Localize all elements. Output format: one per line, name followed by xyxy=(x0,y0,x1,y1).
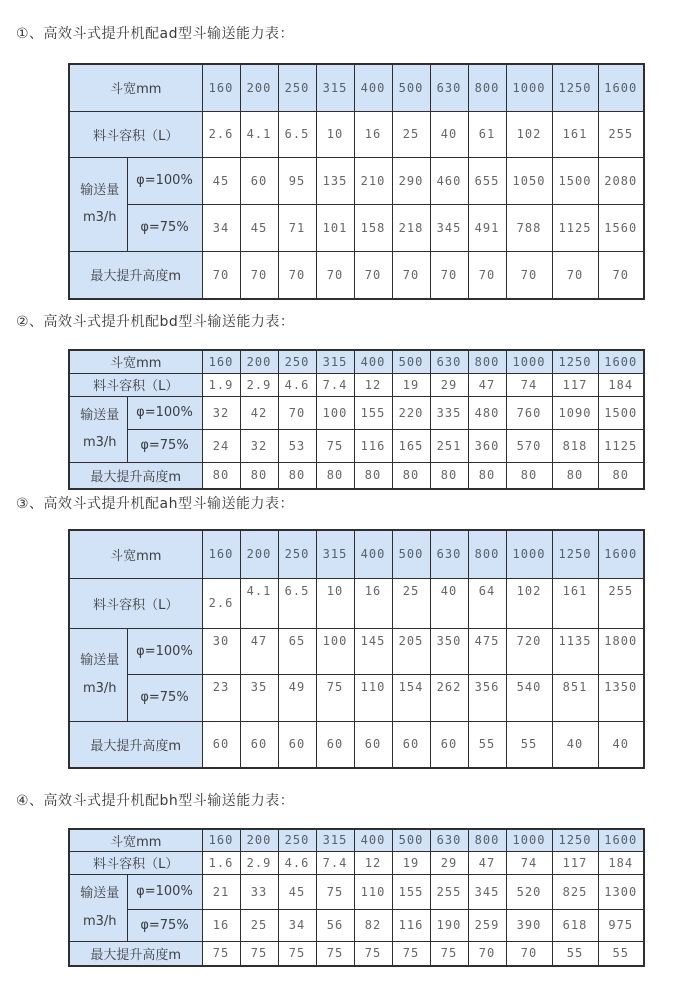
table-cell: 55 xyxy=(552,941,598,966)
table-cell: 70 xyxy=(506,941,552,966)
table-cell: 117 xyxy=(552,851,598,874)
table-cell: 2.6 xyxy=(202,578,240,628)
table-cell: 491 xyxy=(468,204,506,251)
table-cell: 155 xyxy=(392,874,430,909)
table-cell: 95 xyxy=(278,157,316,204)
table-cell: 60 xyxy=(430,721,468,768)
table-cell: 500 xyxy=(392,530,430,578)
table-cell: 200 xyxy=(240,530,278,578)
table-cell: 12 xyxy=(354,851,392,874)
table-cell: 184 xyxy=(598,373,644,396)
row-label-max-height: 最大提升高度m xyxy=(69,941,202,966)
table-cell: 56 xyxy=(316,909,354,941)
table-cell: 255 xyxy=(598,578,644,628)
table-cell: 851 xyxy=(552,674,598,721)
table-cell: 345 xyxy=(468,874,506,909)
capacity-label-line1: 输送量 xyxy=(80,407,120,423)
table-cell: 70 xyxy=(506,251,552,299)
table-cell: 2.6 xyxy=(202,111,240,157)
table-cell: 161 xyxy=(552,111,598,157)
table-cell: 356 xyxy=(468,674,506,721)
table-cell: 16 xyxy=(202,909,240,941)
table-cell: 40 xyxy=(430,111,468,157)
table-cell: 16 xyxy=(354,111,392,157)
table-cell: 6.5 xyxy=(278,578,316,628)
table-cell: 80 xyxy=(392,462,430,489)
table-cell: 42 xyxy=(240,396,278,429)
table-cell: 205 xyxy=(392,628,430,674)
table-cell: 110 xyxy=(354,874,392,909)
table-cell: 1000 xyxy=(506,350,552,373)
table-cell: 70 xyxy=(202,251,240,299)
table-cell: 102 xyxy=(506,578,552,628)
table-cell: 49 xyxy=(278,674,316,721)
table-cell: 4.6 xyxy=(278,373,316,396)
capacity-label-line1: 输送量 xyxy=(80,653,120,669)
table-cell: 259 xyxy=(468,909,506,941)
table-cell: 315 xyxy=(316,530,354,578)
table-cell: 1090 xyxy=(552,396,598,429)
table-cell: 40 xyxy=(598,721,644,768)
table-cell: 75 xyxy=(240,941,278,966)
table-cell: 1800 xyxy=(598,628,644,674)
table-cell: 1250 xyxy=(552,350,598,373)
table-cell: 70 xyxy=(598,251,644,299)
table-cell: 40 xyxy=(430,578,468,628)
table-cell: 1500 xyxy=(552,157,598,204)
table-cell: 250 xyxy=(278,350,316,373)
row-label-max-height: 最大提升高度m xyxy=(69,251,202,299)
table-cell: 760 xyxy=(506,396,552,429)
table-cell: 80 xyxy=(316,462,354,489)
table-cell: 400 xyxy=(354,64,392,111)
table-cell: 1050 xyxy=(506,157,552,204)
table-cell: 21 xyxy=(202,874,240,909)
table-cell: 80 xyxy=(506,462,552,489)
table-cell: 75 xyxy=(316,429,354,462)
table-cell: 350 xyxy=(430,628,468,674)
table-cell: 818 xyxy=(552,429,598,462)
table-cell: 80 xyxy=(552,462,598,489)
capacity-label-line2: m3/h xyxy=(82,913,117,929)
table-cell: 2.9 xyxy=(240,373,278,396)
table-cell: 500 xyxy=(392,64,430,111)
table-cell: 116 xyxy=(354,429,392,462)
table-cell: 33 xyxy=(240,874,278,909)
table-cell: 1.6 xyxy=(202,851,240,874)
table-cell: 250 xyxy=(278,64,316,111)
table-cell: 80 xyxy=(278,462,316,489)
table-cell: 70 xyxy=(278,251,316,299)
table-cell: 335 xyxy=(430,396,468,429)
table-cell: 7.4 xyxy=(316,851,354,874)
table-cell: 1250 xyxy=(552,530,598,578)
row-label-phi-100: φ=100% xyxy=(127,874,202,909)
table-cell: 1600 xyxy=(598,350,644,373)
row-label-capacity xyxy=(69,874,127,941)
table-cell: 160 xyxy=(202,350,240,373)
section-heading-1: ①、高效斗式提升机配ad型斗输送能力表： xyxy=(16,26,295,42)
table-cell: 220 xyxy=(392,396,430,429)
table-cell: 255 xyxy=(430,874,468,909)
table-cell: 345 xyxy=(430,204,468,251)
table-cell: 4.1 xyxy=(240,578,278,628)
table-cell: 520 xyxy=(506,874,552,909)
table-cell: 800 xyxy=(468,530,506,578)
table-cell: 80 xyxy=(430,462,468,489)
table-cell: 24 xyxy=(202,429,240,462)
table-cell: 1250 xyxy=(552,64,598,111)
table-cell: 145 xyxy=(354,628,392,674)
table-cell: 65 xyxy=(278,628,316,674)
table-cell: 32 xyxy=(240,429,278,462)
table-cell: 60 xyxy=(392,721,430,768)
row-label-bucket-volume: 料斗容积（L） xyxy=(69,373,202,396)
table-cell: 210 xyxy=(354,157,392,204)
table-cell: 25 xyxy=(392,578,430,628)
table-cell: 800 xyxy=(468,350,506,373)
table-cell: 315 xyxy=(316,350,354,373)
table-cell: 70 xyxy=(316,251,354,299)
table-cell: 75 xyxy=(316,874,354,909)
table-cell: 100 xyxy=(316,396,354,429)
table-cell: 315 xyxy=(316,829,354,851)
capacity-label-line1: 输送量 xyxy=(80,182,120,198)
row-label-phi-75: φ=75% xyxy=(127,909,202,941)
table-cell: 200 xyxy=(240,829,278,851)
table-cell: 160 xyxy=(202,64,240,111)
table-cell: 400 xyxy=(354,530,392,578)
table-cell: 250 xyxy=(278,530,316,578)
table-cell: 255 xyxy=(598,111,644,157)
table-cell: 75 xyxy=(316,674,354,721)
table-cell: 75 xyxy=(202,941,240,966)
table-cell: 262 xyxy=(430,674,468,721)
row-label-bucket-width: 斗宽mm xyxy=(69,350,202,373)
capacity-label-line1: 输送量 xyxy=(80,886,120,902)
row-label-bucket-width: 斗宽mm xyxy=(69,829,202,851)
table-cell: 116 xyxy=(392,909,430,941)
table-cell: 75 xyxy=(316,941,354,966)
table-cell: 117 xyxy=(552,373,598,396)
table-cell: 12 xyxy=(354,373,392,396)
row-label-capacity xyxy=(69,157,127,251)
table-cell: 975 xyxy=(598,909,644,941)
table-cell: 788 xyxy=(506,204,552,251)
row-label-bucket-volume: 料斗容积（L） xyxy=(69,578,202,628)
row-label-phi-100: φ=100% xyxy=(127,396,202,429)
table-cell: 400 xyxy=(354,829,392,851)
table-cell: 154 xyxy=(392,674,430,721)
row-label-phi-75: φ=75% xyxy=(127,674,202,721)
table-cell: 400 xyxy=(354,350,392,373)
table-cell: 60 xyxy=(202,721,240,768)
table-cell: 10 xyxy=(316,111,354,157)
table-cell: 55 xyxy=(598,941,644,966)
table-cell: 55 xyxy=(468,721,506,768)
table-cell: 161 xyxy=(552,578,598,628)
table-cell: 60 xyxy=(240,157,278,204)
capacity-table-bd xyxy=(68,349,645,490)
table-cell: 80 xyxy=(354,462,392,489)
row-label-bucket-width: 斗宽mm xyxy=(69,530,202,578)
table-cell: 720 xyxy=(506,628,552,674)
table-cell: 184 xyxy=(598,851,644,874)
table-cell: 7.4 xyxy=(316,373,354,396)
table-cell: 25 xyxy=(392,111,430,157)
table-cell: 500 xyxy=(392,350,430,373)
table-cell: 390 xyxy=(506,909,552,941)
table-cell: 47 xyxy=(468,851,506,874)
table-cell: 34 xyxy=(202,204,240,251)
table-cell: 23 xyxy=(202,674,240,721)
table-cell: 61 xyxy=(468,111,506,157)
table-cell: 200 xyxy=(240,64,278,111)
table-cell: 250 xyxy=(278,829,316,851)
table-cell: 1125 xyxy=(598,429,644,462)
table-cell: 460 xyxy=(430,157,468,204)
row-label-phi-100: φ=100% xyxy=(127,628,202,674)
table-cell: 1000 xyxy=(506,530,552,578)
table-cell: 825 xyxy=(552,874,598,909)
table-cell: 800 xyxy=(468,829,506,851)
capacity-table-ah xyxy=(68,529,645,769)
capacity-label-line2: m3/h xyxy=(82,210,117,225)
table-cell: 34 xyxy=(278,909,316,941)
table-cell: 55 xyxy=(506,721,552,768)
table-cell: 45 xyxy=(202,157,240,204)
table-cell: 80 xyxy=(202,462,240,489)
table-cell: 155 xyxy=(354,396,392,429)
table-cell: 30 xyxy=(202,628,240,674)
table-cell: 47 xyxy=(240,628,278,674)
table-cell: 101 xyxy=(316,204,354,251)
table-cell: 1125 xyxy=(552,204,598,251)
table-cell: 75 xyxy=(392,941,430,966)
section-heading-4: ④、高效斗式提升机配bh型斗输送能力表： xyxy=(16,793,295,809)
capacity-table-ad xyxy=(68,63,645,300)
table-cell: 71 xyxy=(278,204,316,251)
table-cell: 25 xyxy=(240,909,278,941)
table-cell: 1600 xyxy=(598,829,644,851)
table-cell: 570 xyxy=(506,429,552,462)
table-cell: 1.9 xyxy=(202,373,240,396)
table-cell: 80 xyxy=(468,462,506,489)
table-cell: 315 xyxy=(316,64,354,111)
table-cell: 82 xyxy=(354,909,392,941)
table-cell: 60 xyxy=(354,721,392,768)
table-cell: 32 xyxy=(202,396,240,429)
table-cell: 2080 xyxy=(598,157,644,204)
table-cell: 1250 xyxy=(552,829,598,851)
row-label-max-height: 最大提升高度m xyxy=(69,462,202,489)
table-cell: 60 xyxy=(278,721,316,768)
table-cell: 102 xyxy=(506,111,552,157)
table-cell: 45 xyxy=(240,204,278,251)
table-cell: 655 xyxy=(468,157,506,204)
row-label-bucket-volume: 料斗容积（L） xyxy=(69,111,202,157)
table-cell: 70 xyxy=(278,396,316,429)
table-cell: 135 xyxy=(316,157,354,204)
table-cell: 100 xyxy=(316,628,354,674)
table-cell: 4.1 xyxy=(240,111,278,157)
table-cell: 190 xyxy=(430,909,468,941)
capacity-table-bh xyxy=(68,828,645,967)
table-cell: 70 xyxy=(468,251,506,299)
table-cell: 630 xyxy=(430,530,468,578)
table-cell: 1600 xyxy=(598,64,644,111)
table-cell: 75 xyxy=(354,941,392,966)
row-label-phi-75: φ=75% xyxy=(127,204,202,251)
table-cell: 500 xyxy=(392,829,430,851)
table-cell: 475 xyxy=(468,628,506,674)
table-cell: 64 xyxy=(468,578,506,628)
table-cell: 1300 xyxy=(598,874,644,909)
table-cell: 19 xyxy=(392,851,430,874)
table-cell: 6.5 xyxy=(278,111,316,157)
table-cell: 40 xyxy=(552,721,598,768)
table-cell: 110 xyxy=(354,674,392,721)
table-cell: 70 xyxy=(392,251,430,299)
section-heading-2: ②、高效斗式提升机配bd型斗输送能力表： xyxy=(16,314,295,330)
table-cell: 1350 xyxy=(598,674,644,721)
table-cell: 45 xyxy=(278,874,316,909)
table-cell: 75 xyxy=(278,941,316,966)
row-label-phi-100: φ=100% xyxy=(127,157,202,204)
table-cell: 630 xyxy=(430,64,468,111)
table-cell: 16 xyxy=(354,578,392,628)
capacity-label-line2: m3/h xyxy=(82,435,117,450)
table-cell: 1135 xyxy=(552,628,598,674)
table-cell: 60 xyxy=(316,721,354,768)
table-cell: 35 xyxy=(240,674,278,721)
table-cell: 200 xyxy=(240,350,278,373)
table-cell: 4.6 xyxy=(278,851,316,874)
section-heading-3: ③、高效斗式提升机配ah型斗输送能力表： xyxy=(16,496,295,512)
table-cell: 29 xyxy=(430,851,468,874)
table-cell: 618 xyxy=(552,909,598,941)
table-cell: 800 xyxy=(468,64,506,111)
table-cell: 251 xyxy=(430,429,468,462)
table-cell: 1560 xyxy=(598,204,644,251)
table-cell: 70 xyxy=(240,251,278,299)
row-label-capacity xyxy=(69,628,127,721)
table-cell: 1600 xyxy=(598,530,644,578)
row-label-capacity xyxy=(69,396,127,462)
table-cell: 1500 xyxy=(598,396,644,429)
table-cell: 75 xyxy=(430,941,468,966)
table-cell: 10 xyxy=(316,578,354,628)
table-cell: 540 xyxy=(506,674,552,721)
table-cell: 47 xyxy=(468,373,506,396)
table-cell: 60 xyxy=(240,721,278,768)
table-cell: 1000 xyxy=(506,64,552,111)
row-label-phi-75: φ=75% xyxy=(127,429,202,462)
row-label-bucket-volume: 料斗容积（L） xyxy=(69,851,202,874)
table-cell: 165 xyxy=(392,429,430,462)
table-cell: 290 xyxy=(392,157,430,204)
row-label-bucket-width: 斗宽mm xyxy=(69,64,202,111)
table-cell: 480 xyxy=(468,396,506,429)
table-cell: 80 xyxy=(240,462,278,489)
table-cell: 360 xyxy=(468,429,506,462)
table-cell: 70 xyxy=(552,251,598,299)
table-cell: 630 xyxy=(430,350,468,373)
table-cell: 70 xyxy=(468,941,506,966)
table-cell: 19 xyxy=(392,373,430,396)
table-cell: 630 xyxy=(430,829,468,851)
table-cell: 2.9 xyxy=(240,851,278,874)
table-cell: 1000 xyxy=(506,829,552,851)
table-cell: 53 xyxy=(278,429,316,462)
capacity-label-line2: m3/h xyxy=(82,680,117,696)
table-cell: 160 xyxy=(202,530,240,578)
table-cell: 29 xyxy=(430,373,468,396)
table-cell: 70 xyxy=(354,251,392,299)
table-cell: 74 xyxy=(506,373,552,396)
table-cell: 218 xyxy=(392,204,430,251)
table-cell: 80 xyxy=(598,462,644,489)
table-cell: 74 xyxy=(506,851,552,874)
table-cell: 158 xyxy=(354,204,392,251)
row-label-max-height: 最大提升高度m xyxy=(69,721,202,768)
table-cell: 70 xyxy=(430,251,468,299)
table-cell: 160 xyxy=(202,829,240,851)
